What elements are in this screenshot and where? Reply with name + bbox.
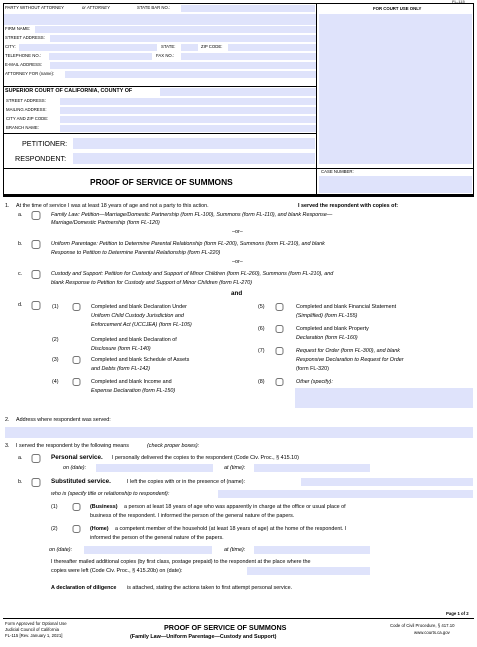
item3b-who-is: who is (specify title or relationship to respondent): [51,491,170,497]
item3b1-line1: a person at least 18 years of age who was apparently in charge at the office or usual place of [124,504,346,510]
state-label: STATE: [161,44,176,49]
item1d-1-line1: Completed and blank Declaration Under [91,304,187,310]
footer-approved-3: FL-115 [Rev. January 1, 2021] [5,633,63,638]
item3b-letter: b. [18,479,23,485]
item1d-other-field[interactable] [295,388,473,408]
item3b-time-field[interactable] [254,546,370,554]
item3b-mailed-date-field[interactable] [247,567,370,575]
item1d-7-num: (7) [258,348,265,354]
item1d-3-checkbox[interactable] [71,356,82,364]
item3-number: 3. [5,443,10,449]
item1d-2-num: (2) [52,337,59,343]
court-city-zip-field[interactable] [60,116,316,123]
item1c-line2: blank Response to Petition for Custody and Support of Minor Children (form FL-270) [51,280,253,286]
item1b-checkbox[interactable] [30,240,42,249]
state-bar-label: STATE BAR NO.: [137,5,171,10]
item1d-6-num: (6) [258,326,265,332]
item3b2-num: (2) [51,526,58,532]
item1d-letter: d. [18,302,23,308]
item1-number: 1. [5,203,10,209]
petitioner-field[interactable] [73,138,315,149]
item1d-8-checkbox[interactable] [274,378,285,386]
court-street-field[interactable] [60,98,316,105]
item3b-relationship-field[interactable] [218,490,473,498]
item1-and: and [231,290,243,297]
firm-name-field[interactable] [35,26,316,33]
item2-address-field[interactable] [5,427,473,438]
item3a-at-time: at (time): [224,465,246,471]
court-mailing-field[interactable] [60,107,316,114]
city-field[interactable] [19,44,157,51]
respondent-field[interactable] [73,153,315,164]
item3b2-line2: informed the person of the general nature of the papers. [90,535,224,541]
form-number-top: FL-115 [452,0,465,4]
court-city-zip-label: CITY AND ZIP CODE: [6,116,49,121]
telephone-label: TELEPHONE NO.: [5,53,42,58]
page-top-rule [3,195,474,197]
item1-or-2: –or– [232,259,243,265]
item3a-on-date: on (date): [63,465,87,471]
city-label: CITY: [5,44,16,49]
item1a-checkbox[interactable] [30,211,42,220]
item1c-checkbox[interactable] [30,270,42,279]
item1d-1-checkbox[interactable] [71,303,82,311]
item1-intro: At the time of service I was at least 18 years of age and not a party to this action. [16,203,209,209]
item1-intro-bold: I served the respondent with copies of: [298,203,399,209]
footer-code: Code of Civil Procedure, § 417.10 [390,623,455,628]
item1d-4-line1: Completed and blank Income and [91,379,172,385]
telephone-field[interactable] [49,53,152,60]
item3a-letter: a. [18,455,23,461]
item3b1-checkbox[interactable] [71,503,82,511]
item3a-date-field[interactable] [96,464,213,472]
item3a-time-field[interactable] [254,464,370,472]
header-divider-court [3,86,317,87]
item1b-line2: Response to Petition to Determine Parental Relationship (form FL-220) [51,250,221,256]
header-divider-title [3,168,474,169]
item1a-line1: Family Law: Petition—Marriage/Domestic Partnership (form FL-100), Summons (form FL-110), and blank Response— [51,212,333,218]
item3b-diligence-text: is attached, stating the actions taken to first attempt personal service. [127,585,293,591]
item1d-7-checkbox[interactable] [274,347,285,355]
item3b2-line1: a competent member of the household (at least 18 years of age) at the home of the respondent. I [115,526,347,532]
page-number: Page 1 of 2 [446,611,469,616]
item1d-2-line2: Disclosure (form FL-140) [91,346,151,352]
zip-label: ZIP CODE: [201,44,223,49]
firm-name-label: FIRM NAME: [5,26,31,31]
item1d-1-num: (1) [52,304,59,310]
item1d-3-num: (3) [52,357,59,363]
item3b-name-field[interactable] [301,478,473,486]
footer-title-1: PROOF OF SERVICE OF SUMMONS [164,623,287,632]
item3b-diligence-bold: A declaration of diligence [51,585,117,591]
item3b-text: I left the copies with or in the presence of (name): [127,479,246,485]
item1d-8-line1: Other (specify): [296,379,333,385]
attorney-for-field[interactable] [65,71,316,78]
item3b2-checkbox[interactable] [71,525,82,533]
header-divider-vertical [316,3,317,195]
state-field[interactable] [181,44,198,51]
attorney-for-label: ATTORNEY FOR (name): [5,71,55,76]
item1d-1-line2: Uniform Child Custody Jurisdiction and [91,313,184,319]
street-address-field[interactable] [50,35,316,42]
item3b1-line2: business of the respondent. I informed the person of the general nature of the papers. [90,513,295,519]
court-mailing-label: MAILING ADDRESS: [6,107,47,112]
footer-url: www.courts.ca.gov [414,630,450,635]
item1d-6-line1: Completed and blank Property [296,326,369,332]
item1d-checkbox[interactable] [30,301,42,310]
footer-approved-1: Form Approved for Optional Use [5,621,67,626]
item1c-letter: c. [18,271,23,277]
item1d-5-num: (5) [258,304,265,310]
item3b-date-field[interactable] [84,546,212,554]
item1d-4-line2: Expense Declaration (form FL-150) [91,388,176,394]
item1d-5-checkbox[interactable] [274,303,285,311]
item1d-3-line2: and Debts (form FL-142) [91,366,151,372]
header-divider-parties [3,133,317,134]
item1d-6-checkbox[interactable] [274,325,285,333]
item3b-bold: Substituted service. [51,478,111,485]
street-address-label: STREET ADDRESS: [5,35,45,40]
item3-intro-italic: (check proper boxes): [147,443,200,449]
item1d-3-line1: Completed and blank Schedule of Assets [91,357,190,363]
item3a-text: I personally delivered the copies to the respondent (Code Civ. Proc., § 415.10) [112,455,299,461]
party-label: PARTY WITHOUT ATTORNEY [5,5,64,10]
item1-or-1: –or– [232,229,243,235]
item1a-line2: Marriage/Domestic Partnership (form FL-120) [51,220,160,226]
item3b-mailed-line1: I thereafter mailed additional copies (by first class, postage prepaid) to the respondent at the place where the [51,559,311,565]
item3a-bold: Personal service. [51,454,103,461]
state-bar-field[interactable] [181,5,315,12]
item3b1-bold: (Business) [90,504,118,510]
item3b2-bold: (Home) [90,526,109,532]
item2-text: Address where respondent was served: [16,417,111,423]
item1a-letter: a. [18,212,23,218]
footer-rule [3,618,474,619]
item1b-line1: Uniform Parentage: Petition to Determine Parental Relationship (form FL-200), Summons (form FL-210), and blank [51,241,325,247]
item3b1-num: (1) [51,504,58,510]
form-title: PROOF OF SERVICE OF SUMMONS [90,177,233,187]
court-title: SUPERIOR COURT OF CALIFORNIA, COUNTY OF [5,88,133,94]
item1d-8-num: (8) [258,379,265,385]
item1d-5-line1: Completed and blank Financial Statement [296,304,397,310]
item1d-7-line1: Request for Order (form FL-300), and blank [296,348,400,354]
item1d-7-line2: Responsive Declaration to Request for Order [296,357,404,363]
item1d-4-num: (4) [52,379,59,385]
email-field[interactable] [50,62,316,69]
county-field[interactable] [160,88,316,96]
case-number-field[interactable] [319,176,472,193]
respondent-label: RESPONDENT: [15,154,67,163]
footer-title-2: (Family Law—Uniform Parentage—Custody and Support) [130,634,277,640]
item3b-at-time: at (time): [224,547,246,553]
email-label: E-MAIL ADDRESS: [5,62,43,67]
fax-label: FAX NO.: [156,53,175,58]
item2-number: 2. [5,417,10,423]
item1c-line1: Custody and Support: Petition for Custody and Support of Minor Children (form FL-260), Summons (form FL-210), and [51,271,334,277]
party-name-field[interactable] [4,14,316,25]
item1d-4-checkbox[interactable] [71,378,82,386]
item3b-checkbox[interactable] [30,478,42,487]
court-street-label: STREET ADDRESS: [6,98,46,103]
case-number-label: CASE NUMBER: [321,169,354,174]
item1b-letter: b. [18,241,23,247]
item1d-5-line2: (Simplified) (form FL-155) [296,313,358,319]
item1d-6-line2: Declaration (form FL-160) [296,335,358,341]
court-use-label: FOR COURT USE ONLY [373,6,422,11]
zip-field[interactable] [228,44,316,51]
footer-approved-2: Judicial Council of California [5,627,59,632]
branch-label: BRANCH NAME: [6,125,39,130]
court-use-area[interactable] [319,14,472,164]
fax-field[interactable] [181,53,316,60]
item3b-mailed-line2: copies were left (Code Civ. Proc., § 415.20b) on (date): [51,568,183,574]
item3a-checkbox[interactable] [30,454,42,463]
or-attorney-label: or ATTORNEY [82,5,110,10]
item1d-2-line1: Completed and blank Declaration of [91,337,177,343]
item3-intro: I served the respondent by the following means [16,443,129,449]
item1d-1-line3: Enforcement Act (UCCJEA) (form FL-105) [91,322,192,328]
item1d-7-line3: (form FL-320) [296,366,329,372]
item3b-on-date: on (date): [49,547,73,553]
branch-field[interactable] [60,125,316,132]
petitioner-label: PETITIONER: [22,139,68,148]
